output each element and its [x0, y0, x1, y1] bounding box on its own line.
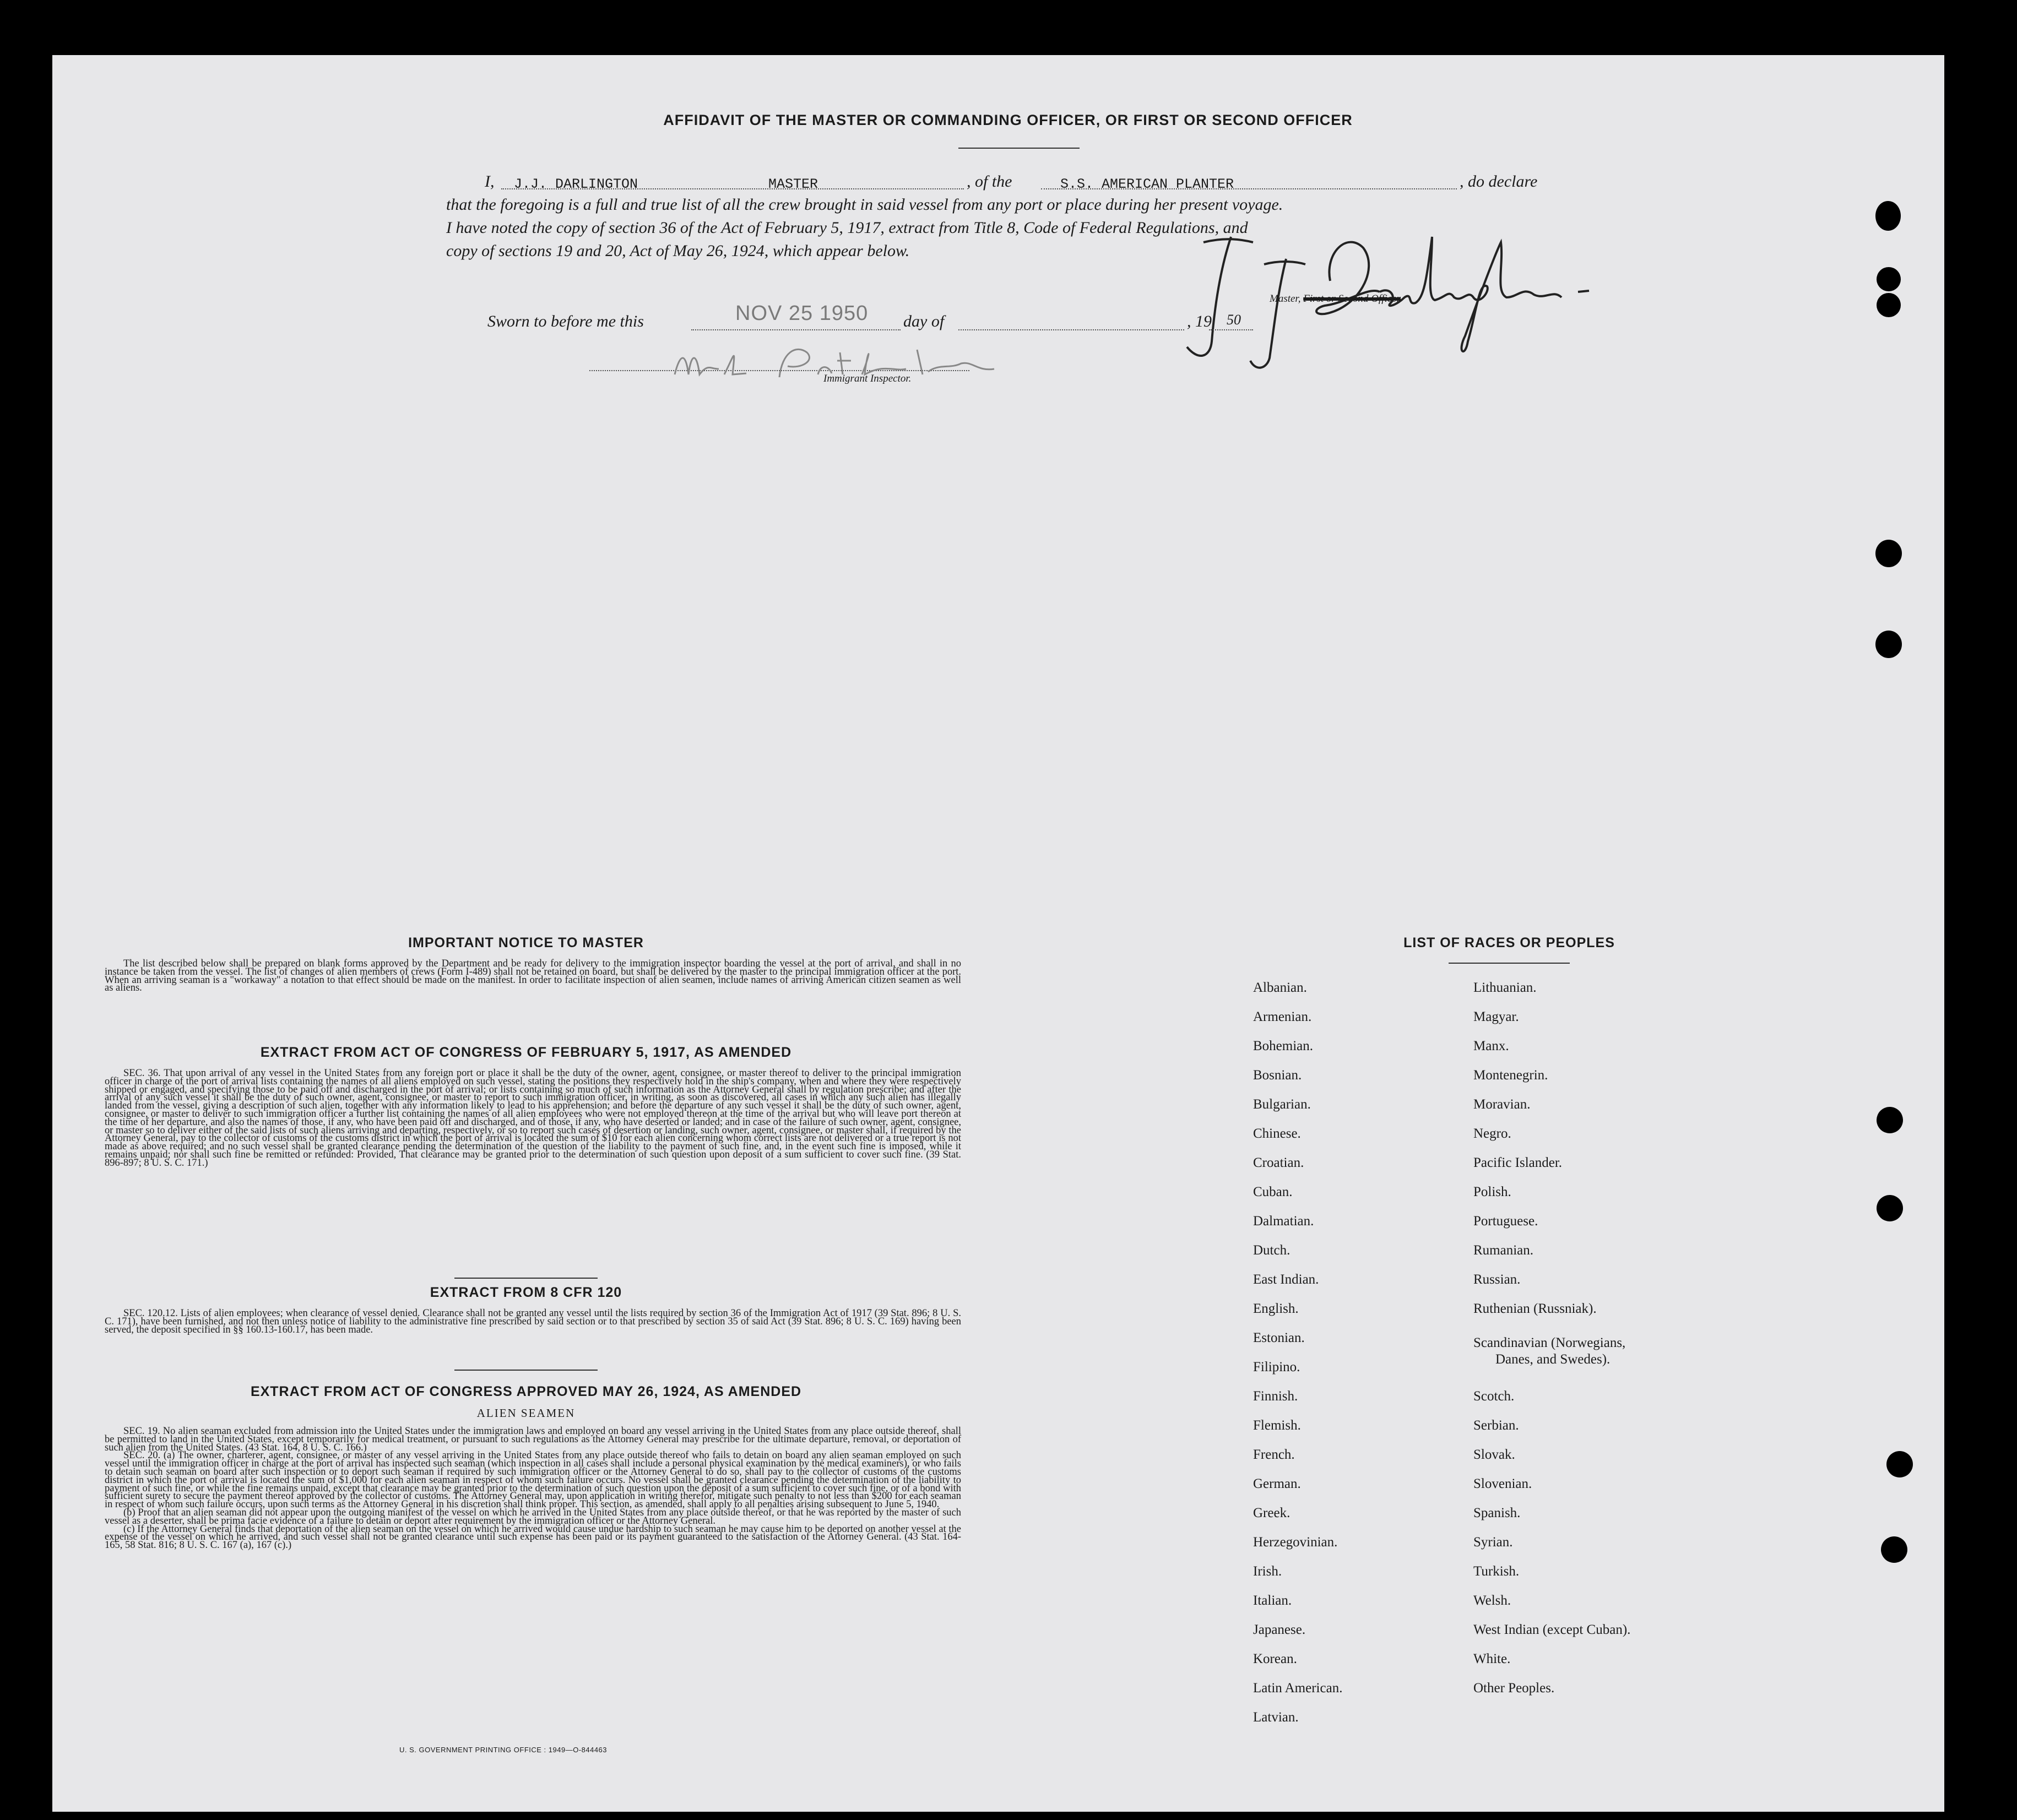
race-item: Ruthenian (Russniak).: [1473, 1301, 1597, 1316]
declaration-line-4: copy of sections 19 and 20, Act of May 26, 1924, which appear below.: [446, 242, 910, 260]
race-item: Polish.: [1473, 1185, 1511, 1199]
race-item: Spanish.: [1473, 1506, 1521, 1520]
race-item: Chinese.: [1253, 1126, 1301, 1141]
races-left-column: [1253, 980, 1462, 1784]
race-item: White.: [1473, 1651, 1511, 1666]
race-item: Italian.: [1253, 1593, 1292, 1608]
master-caption-struck: First or Second Officer: [1303, 293, 1401, 305]
punch-hole: [1877, 1195, 1903, 1221]
race-item: West Indian (except Cuban).: [1473, 1622, 1631, 1637]
race-item: Montenegrin.: [1473, 1068, 1548, 1083]
race-item: Slovak.: [1473, 1447, 1515, 1462]
race-item: Manx.: [1473, 1039, 1509, 1053]
date-stamp: NOV 25 1950: [735, 302, 869, 325]
declarant-prefix: I,: [485, 172, 495, 191]
punch-hole: [1881, 1536, 1907, 1563]
race-item: Flemish.: [1253, 1418, 1301, 1433]
alien-seamen-subtitle: ALIEN SEAMEN: [476, 1406, 576, 1420]
inspector-signature: [664, 330, 1038, 402]
race-item: Croatian.: [1253, 1155, 1304, 1170]
race-item: Rumanian.: [1473, 1243, 1534, 1258]
extract-1917-body: [105, 1069, 961, 1167]
punch-hole: [1875, 631, 1902, 658]
do-declare-label: , do declare: [1460, 172, 1538, 191]
race-item: Magyar.: [1473, 1009, 1519, 1024]
race-item: Bosnian.: [1253, 1068, 1302, 1083]
race-item: Portuguese.: [1473, 1214, 1538, 1229]
race-item: Korean.: [1253, 1651, 1297, 1666]
day-of-label: day of: [903, 312, 945, 330]
sec120-text: SEC. 120.12. Lists of alien employees; when clearance of vessel denied. Clearance shall not be granted any vessel until the lists required by section 36 of the Immigration Act of 1917 (39 Stat. 896; 8 U. S. C. 171), have been furnished, and not then unless notice of liability to the administrative fine prescribed by said section or to that prescribed by section 35 of said Act (39 Stat. 896; 8 U. S. C. 169) having been served, the deposit specified in §§ 160.13-160.17, has been made.: [105, 1308, 961, 1335]
sec20c-text: (c) If the Attorney General finds that deportation of the alien seaman on the vessel on which he arrived would cause undue hardship to such seaman he may cause him to be deported on another vessel at the expense of the vessel on which he arrived, and such vessel shall not be granted clearance until such expense has been paid or its payment guaranteed to the satisfaction of the Attorney General. (43 Stat. 164-165, 58 Stat. 816; 8 U. S. C. 167 (a), 167 (c).): [105, 1523, 961, 1551]
race-item: Latvian.: [1253, 1710, 1299, 1725]
race-item-continuation: Danes, and Swedes).: [1495, 1352, 1611, 1367]
extract-1924-title: EXTRACT FROM ACT OF CONGRESS APPROVED MAY 26, 1924, AS AMENDED: [250, 1384, 802, 1399]
notice-title: IMPORTANT NOTICE TO MASTER: [408, 935, 644, 950]
title-rule: [958, 148, 1080, 149]
race-item: East Indian.: [1253, 1272, 1319, 1287]
declarant-name: J.J. DARLINGTON: [514, 176, 638, 192]
race-item: English.: [1253, 1301, 1299, 1316]
race-item: Albanian.: [1253, 980, 1307, 995]
extract-cfr-title: EXTRACT FROM 8 CFR 120: [430, 1285, 622, 1300]
extract-cfr-body: [105, 1310, 961, 1334]
year-blank: [1209, 329, 1253, 330]
race-item: Bulgarian.: [1253, 1097, 1311, 1112]
race-item: Serbian.: [1473, 1418, 1519, 1433]
race-item: Syrian.: [1473, 1535, 1513, 1550]
notice-body: [105, 960, 961, 992]
race-item: Cuban.: [1253, 1185, 1293, 1199]
race-item: Scotch.: [1473, 1389, 1515, 1404]
race-item: Filipino.: [1253, 1360, 1300, 1374]
sec19-text: SEC. 19. No alien seaman excluded from admission into the United States under the immigration laws and employed on board any vessel arriving in the United States from any place outside thereof, shall be permitted to land in the United States, except temporarily for medical treatment, or pursuant to such regulations as the Attorney General may prescribe for the ultimate departure, removal, or deportation of such alien from the United States. (43 Stat. 164, 8 U. S. C. 166.): [105, 1426, 961, 1453]
race-item: Armenian.: [1253, 1009, 1312, 1024]
race-item: Welsh.: [1473, 1593, 1511, 1608]
punch-hole: [1877, 1107, 1903, 1133]
race-item: Bohemian.: [1253, 1039, 1314, 1053]
races-right-column: [1473, 980, 1760, 1784]
sworn-label: Sworn to before me this: [487, 312, 644, 330]
punch-hole: [1877, 267, 1901, 291]
notice-text: The list described below shall be prepared on blank forms approved by the Department and be ready for delivery to the immigration inspector boarding the vessel at the port of arrival, and shall in no instance be taken from the vessel. The list of changes of alien members of crews (Form I-489) shall not be retained on board, but shall be delivered by the master to the principal immigration officer at the port. When an arriving seaman is a "workaway" a notation to that effect should be made on the manifest. In order to facilitate inspection of alien seamen, include names of arriving American citizen seamen as well as aliens.: [105, 958, 961, 994]
extract-1924-body: [105, 1427, 961, 1550]
races-title: LIST OF RACES OR PEOPLES: [1403, 935, 1615, 950]
race-item: French.: [1253, 1447, 1295, 1462]
inspector-caption: Immigrant Inspector.: [823, 373, 912, 384]
race-item: Slovenian.: [1473, 1476, 1532, 1491]
year-prefix: , 19: [1187, 312, 1212, 330]
race-item: Greek.: [1253, 1506, 1291, 1520]
punch-hole: [1877, 293, 1901, 317]
sec36-text: SEC. 36. That upon arrival of any vessel in the United States from any foreign port or place it shall be the duty of the owner, agent, consignee, or master thereof to deliver to the principal immigration officer in charge of the port of arrival lists containing the names of all aliens employed on such vessel, stating the positions they respectively hold in the ship's company, when and where they were respectively shipped or engaged, and specifying those to be paid off and discharged in the port of arrival; or lists containing so much of such information as the Attorney General shall by regulation prescribe; and after the arrival of any such vessel it shall be the duty of such owner, agent, consignee, or master to report to such immigration officer, in writing, as soon as discovered, all cases in which any such alien has illegally landed from the vessel, giving a description of such alien, together with any information likely to lead to his apprehension; and before the departure of any such vessel it shall be the duty of such owner, agent, consignee, or master to deliver to such immigration officer a further list containing the names of all alien employees who were not employed thereon at the time of the arrival but who will leave port thereon at the time of her departure, and also the names of those, if any, who have been paid off and discharged, and of those, if any, who have deserted or landed; and in case of the failure of such owner, agent, consignee, or master so to deliver either of the said lists of such aliens arriving and departing, respectively, or so to report such cases of desertion or landing, such owner, agent, consignee, or master shall, if required by the Attorney General, pay to the collector of customs of the customs district in which the port of arrival is located the sum of $10 for each alien concerning whom correct lists are not delivered or a true report is not made as above required; and no such vessel shall be granted clearance pending the determination of the question of the liability to the payment of such fine, and, in the event such fine is imposed, while it remains unpaid; nor shall such fine be remitted or refunded: Provided, That clearance may be granted prior to the determination of such question upon deposit of a sum sufficient to cover such fine. (39 Stat. 896-897; 8 U. S. C. 171.): [105, 1068, 961, 1169]
race-item: Estonian.: [1253, 1330, 1305, 1345]
declaration-line-3: I have noted the copy of section 36 of the Act of February 5, 1917, extract from Title 8, Code of Federal Regulations, and: [446, 219, 1248, 237]
year-suffix: 50: [1227, 312, 1241, 328]
race-item: Japanese.: [1253, 1622, 1306, 1637]
section-rule: [454, 1370, 598, 1371]
race-item: German.: [1253, 1476, 1301, 1491]
race-item: Scandinavian (Norwegians,: [1473, 1335, 1626, 1350]
races-title-rule: [1449, 963, 1570, 964]
race-item: Negro.: [1473, 1126, 1511, 1141]
race-item: Russian.: [1473, 1272, 1521, 1287]
sec20a-text: SEC. 20. (a) The owner, charterer, agent, consignee, or master of any vessel arriving in the United States from any place outside thereof who fails to detain on board any alien seaman employed on such vessel until the immigration officer in charge at the port of arrival has inspected such seaman (which inspection in all cases shall include a personal physical examination by the medical examiners), or who fails to detain such seaman on board after such inspection or to deport such seaman if required by such immigration officer or the Attorney General to do so, shall pay to the collector of customs of the customs district in which the port of arrival is located the sum of $1,000 for each alien seaman in respect of whom such failure occurs. No vessel shall be granted clearance pending the determination of the liability to payment of such fine, or while the fine remains unpaid, except that clearance may be granted prior to the determination of such question upon the deposit of a sum sufficient to cover such fine, or of a bond with sufficient surety to secure the payment thereof approved by the collector of customs. The Attorney General may, upon application in writing therefor, mitigate such penalty to not less than $200 for each seaman in respect of whom such failure occurs, upon such terms as the Attorney General in his discretion shall think proper. This section, as amended, shall apply to all penalties arising subsequent to June 5, 1940.: [105, 1450, 961, 1511]
punch-hole: [1886, 1451, 1913, 1477]
race-item: Pacific Islander.: [1473, 1155, 1563, 1170]
race-item: Other Peoples.: [1473, 1681, 1555, 1696]
race-item: Dutch.: [1253, 1243, 1291, 1258]
gpo-imprint: U. S. GOVERNMENT PRINTING OFFICE : 1949—O-844463: [399, 1746, 608, 1754]
master-caption-text: Master,: [1270, 293, 1304, 305]
extract-1917-title: EXTRACT FROM ACT OF CONGRESS OF FEBRUARY 5, 1917, AS AMENDED: [260, 1045, 792, 1060]
master-caption: [1270, 293, 1401, 305]
form-page: [52, 55, 1944, 1812]
race-item: Moravian.: [1473, 1097, 1531, 1112]
punch-hole: [1875, 201, 1901, 231]
section-rule: [454, 1278, 598, 1279]
vessel-name: S.S. AMERICAN PLANTER: [1060, 176, 1234, 192]
race-item: Latin American.: [1253, 1681, 1343, 1696]
sec20b-text: (b) Proof that an alien seaman did not appear upon the outgoing manifest of the vessel on which he arrived in the United States from any place outside thereof, or that he was reported by the master of such vessel as a deserter, shall be prima facie evidence of a failure to detain or deport after requirement by the immigration officer or the Attorney General.: [105, 1507, 961, 1526]
race-item: Herzegovinian.: [1253, 1535, 1338, 1550]
punch-hole: [1875, 540, 1902, 567]
declaration-line-2: that the foregoing is a full and true list of all the crew brought in said vessel from any port or place during her present voyage.: [446, 195, 1283, 214]
race-item: Dalmatian.: [1253, 1214, 1314, 1229]
race-item: Finnish.: [1253, 1389, 1298, 1404]
race-item: Turkish.: [1473, 1564, 1520, 1579]
race-item: Irish.: [1253, 1564, 1282, 1579]
affidavit-title: AFFIDAVIT OF THE MASTER OR COMMANDING OFFICER, OR FIRST OR SECOND OFFICER: [663, 112, 1353, 128]
of-the-label: , of the: [967, 172, 1012, 191]
declarant-rank: MASTER: [768, 176, 818, 192]
race-item: Lithuanian.: [1473, 980, 1537, 995]
